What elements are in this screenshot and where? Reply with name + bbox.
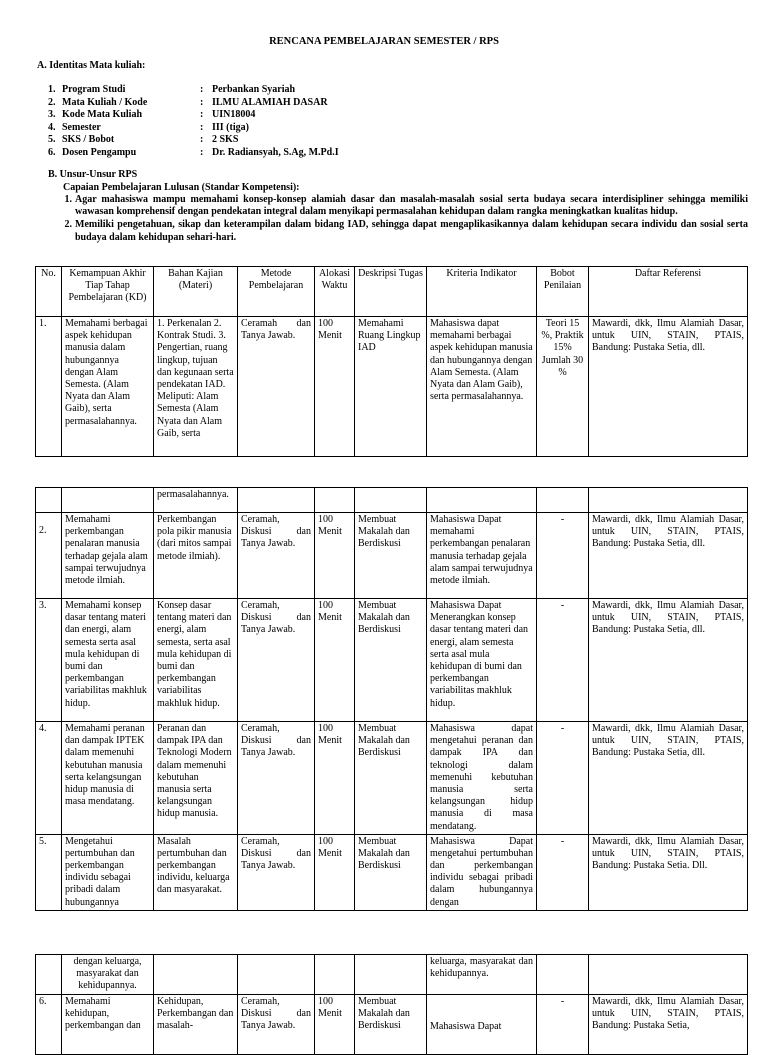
cell-alokasi: 100 Menit <box>315 994 355 1054</box>
cpl-number: 1. <box>64 194 72 205</box>
cell-kemampuan: Memahami berbagai aspek kehidupan manusia dalam hubungannya dengan Alam Semesta. (Alam Nyata dan Alam Gaib), serta permasalahannya. <box>62 317 154 457</box>
identity-colon: : <box>200 134 204 146</box>
identity-row <box>48 109 339 122</box>
cell-deskripsi: Membuat Makalah dan Berdiskusi <box>355 599 427 722</box>
cell-deskripsi: Membuat Makalah dan Berdiskusi <box>355 834 427 910</box>
rps-table-segment-2 <box>35 487 748 911</box>
identity-number: 4. <box>48 121 56 133</box>
cell-referensi: Mawardi, dkk, Ilmu Alamiah Dasar, untuk UIN, STAIN, PTAIS, Bandung: Pustaka Setia, <box>589 994 748 1054</box>
table-row <box>36 722 748 835</box>
identity-number: 5. <box>48 134 56 146</box>
document-title: RENCANA PEMBELAJARAN SEMESTER / RPS <box>269 36 499 47</box>
table-row <box>36 599 748 722</box>
identity-number: 1. <box>48 84 56 95</box>
table-row <box>36 317 748 457</box>
cell-deskripsi: Membuat Makalah dan Berdiskusi <box>355 722 427 835</box>
cell-bahan: Konsep dasar tentang materi dan energi, alam semesta, serta asal mula kehidupan di bumi dan perkembangan variabilitas makhluk hidup. <box>154 599 238 722</box>
cell-no: 5. <box>36 834 62 910</box>
identity-row <box>48 84 339 97</box>
identity-row <box>48 97 339 110</box>
cell-alokasi: 100 Menit <box>315 513 355 599</box>
cell-alokasi: 100 Menit <box>315 722 355 835</box>
table-header-row <box>36 267 748 317</box>
cell-metode: Ceramah, Diskusi dan Tanya Jawab. <box>238 599 315 722</box>
cell-bobot: - <box>537 513 589 599</box>
header-kemampuan: Kemampuan Akhir Tiap Tahap Pembelajaran (KD) <box>62 267 154 317</box>
cell-kriteria: Mahasiswa dapat mengetahui peranan dan dampak IPA dan teknologi dalam memenuhi kebutuhan manusia serta kelangsungan hidup manusia di masa mendatang. <box>427 722 537 835</box>
cell-bobot: - <box>537 834 589 910</box>
cell-kemampuan: Memahami perkembangan penalaran manusia terhadap gejala alam sampai terwujudnya metode ilmiah. <box>62 513 154 599</box>
cell-referensi: Mawardi, dkk, Ilmu Alamiah Dasar, untuk UIN, STAIN, PTAIS, Bandung: Pustaka Setia, dll. <box>589 513 748 599</box>
cell-bahan: Kehidupan, Perkembangan dan masalah- <box>154 994 238 1054</box>
section-b-heading: B. Unsur-Unsur RPS <box>48 169 138 180</box>
identity-label: Kode Mata Kuliah <box>62 109 143 121</box>
header-metode: Metode Pembelajaran <box>238 267 315 317</box>
cpl-heading: Capaian Pembelajaran Lulusan (Standar Kompetensi): <box>63 182 300 193</box>
cell-kemampuan: Mengetahui pertumbuhan dan perkembangan individu sebagai pribadi dalam hubungannya <box>62 834 154 910</box>
cell-no: 6. <box>36 994 62 1054</box>
cell-no: 2. <box>36 513 62 599</box>
cell-no: 4. <box>36 722 62 835</box>
identity-label: Program Studi <box>62 84 126 95</box>
cell-referensi: Mawardi, dkk, Ilmu Alamiah Dasar, untuk UIN, STAIN, PTAIS, Bandung: Pustaka Setia, dll. <box>589 599 748 722</box>
cell-bobot: - <box>537 994 589 1054</box>
cell-bobot: - <box>537 722 589 835</box>
header-deskripsi: Deskripsi Tugas <box>355 267 427 317</box>
cell-kriteria: Mahasiswa dapat memahami berbagai aspek kehidupan manusia dan hubungannya dengan Alam Semesta. (Alam Nyata dan Alam Gaib), serta permasalahannya. <box>427 317 537 457</box>
header-no: No. <box>36 267 62 317</box>
identity-label: Semester <box>62 121 101 133</box>
identity-colon: : <box>200 121 204 133</box>
cell-metode: Ceramah, Diskusi dan Tanya Jawab. <box>238 834 315 910</box>
cell-bahan: Perkembangan pola pikir manusia (dari mitos sampai metode ilmiah). <box>154 513 238 599</box>
cell-referensi: Mawardi, dkk, Ilmu Alamiah Dasar, untuk UIN, STAIN, PTAIS, Bandung: Pustaka Setia, dll. <box>589 317 748 457</box>
identity-value: III (tiga) <box>212 121 249 133</box>
header-kriteria: Kriteria Indikator <box>427 267 537 317</box>
cpl-item <box>48 219 748 243</box>
identity-number: 6. <box>48 146 56 158</box>
identity-list <box>48 84 339 160</box>
cell-referensi: Mawardi, dkk, Ilmu Alamiah Dasar, untuk UIN, STAIN, PTAIS, Bandung: Pustaka Setia. Dll. <box>589 834 748 910</box>
identity-label: Mata Kuliah / Kode <box>62 96 148 108</box>
identity-row <box>48 134 339 147</box>
cell-bahan: Peranan dan dampak IPA dan Teknologi Modern dalam memenuhi kebutuhan manusia serta kelangsungan hidup manusia. <box>154 722 238 835</box>
cell-bobot: Teori 15 %, Praktik 15% Jumlah 30 % <box>537 317 589 457</box>
cell-metode: Ceramah, Diskusi dan Tanya Jawab. <box>238 513 315 599</box>
cell-kriteria: Mahasiswa Dapat <box>427 994 537 1054</box>
table-row-continuation <box>36 955 748 995</box>
identity-label: SKS / Bobot <box>62 134 115 146</box>
identity-number: 3. <box>48 109 56 121</box>
identity-label: Dosen Pengampu <box>62 146 137 158</box>
cell-kemampuan: dengan keluarga, masyarakat dan kehidupannya. <box>62 955 154 995</box>
cpl-list <box>48 194 748 245</box>
identity-colon: : <box>200 109 204 121</box>
cell-alokasi: 100 Menit <box>315 317 355 457</box>
cell-no: 1. <box>36 317 62 457</box>
cell-deskripsi: Memahami Ruang Lingkup IAD <box>355 317 427 457</box>
identity-colon: : <box>200 96 204 108</box>
cell-alokasi: 100 Menit <box>315 834 355 910</box>
identity-value: 2 SKS <box>212 134 239 146</box>
cell-kemampuan: Memahami kehidupan, perkembangan dan <box>62 994 154 1054</box>
identity-row <box>48 122 339 135</box>
cpl-item <box>48 194 748 218</box>
cell-kriteria: Mahasiswa Dapat Menerangkan konsep dasar tentang materi dan energi, alam semesta serta asal mula kehidupan di bumi dan perkembangan variabilitas makhluk hidup. <box>427 599 537 722</box>
table-row <box>36 834 748 910</box>
section-a-heading: A. Identitas Mata kuliah: <box>37 60 146 71</box>
cell-bahan: permasalahannya. <box>154 488 238 513</box>
header-bahan: Bahan Kajian (Materi) <box>154 267 238 317</box>
table-row-continuation <box>36 488 748 513</box>
identity-number: 2. <box>48 96 56 108</box>
rps-table-segment-3 <box>35 954 748 1055</box>
cell-bahan: 1. Perkenalan 2. Kontrak Studi. 3. Pengertian, ruang lingkup, tujuan dan kegunaan serta pendekatan IAD. Meliputi: Alam Semesta (Alam Nyata dan Alam Gaib, serta <box>154 317 238 457</box>
cell-metode: Ceramah, Diskusi dan Tanya Jawab. <box>238 722 315 835</box>
cell-kemampuan: Memahami konsep dasar tentang materi dan energi, alam semesta serta asal mula kehidupan di bumi dan perkembangan variabilitas makhluk hidup. <box>62 599 154 722</box>
cell-metode: Ceramah, Diskusi dan Tanya Jawab. <box>238 994 315 1054</box>
rps-table-segment-1 <box>35 266 748 457</box>
cell-kemampuan: Memahami peranan dan dampak IPTEK dalam memenuhi kebutuhan manusia serta kelangsungan hidup manusia di masa mendatang. <box>62 722 154 835</box>
cell-kriteria: Mahasiswa Dapat memahami perkembangan penalaran manusia terhadap gejala alam sampai terwujudnya metode ilmiah. <box>427 513 537 599</box>
header-bobot: Bobot Penilaian <box>537 267 589 317</box>
cpl-text: Agar mahasiswa mampu memahami konsep-konsep alamiah dasar dan masalah-masalah sosial serta budaya secara interdisipliner sehingga memiliki wawasan komprehensif dengan pendekatan integral dalam menyikapi permasalahan kehidupan dalam rangka meningkatkan kualitas hidup. <box>75 194 748 218</box>
identity-colon: : <box>200 84 204 95</box>
identity-value: Perbankan Syariah <box>212 84 296 95</box>
header-alokasi: Alokasi Waktu <box>315 267 355 317</box>
cell-no: 3. <box>36 599 62 722</box>
cpl-number: 2. <box>64 219 72 231</box>
cell-deskripsi: Membuat Makalah dan Berdiskusi <box>355 994 427 1054</box>
identity-value: UIN18004 <box>212 109 256 121</box>
cell-alokasi: 100 Menit <box>315 599 355 722</box>
cell-bahan: Masalah pertumbuhan dan perkembangan individu, keluarga dan masyarakat. <box>154 834 238 910</box>
header-referensi: Daftar Referensi <box>589 267 748 317</box>
cell-kriteria: Mahasiswa Dapat mengetahui pertumbuhan dan perkembangan individu sebagai pribadi dalam hubungannya dengan <box>427 834 537 910</box>
cell-kriteria: keluarga, masyarakat dan kehidupannya. <box>427 955 537 995</box>
identity-value: ILMU ALAMIAH DASAR <box>212 96 328 108</box>
table-row <box>36 513 748 599</box>
table-row <box>36 994 748 1054</box>
cell-bobot: - <box>537 599 589 722</box>
identity-row <box>48 147 339 160</box>
identity-colon: : <box>200 146 204 158</box>
cpl-text: Memiliki pengetahuan, sikap dan keterampilan dalam bidang IAD, sehingga dapat mengaplikasikannya dalam kehidupan secara individu dan sosial serta budaya dalam kehidupan sehari-hari. <box>75 219 748 243</box>
cell-referensi: Mawardi, dkk, Ilmu Alamiah Dasar, untuk UIN, STAIN, PTAIS, Bandung: Pustaka Setia, dll. <box>589 722 748 835</box>
cell-metode: Ceramah dan Tanya Jawab. <box>238 317 315 457</box>
identity-value: Dr. Radiansyah, S.Ag, M.Pd.I <box>212 146 339 158</box>
cell-deskripsi: Membuat Makalah dan Berdiskusi <box>355 513 427 599</box>
